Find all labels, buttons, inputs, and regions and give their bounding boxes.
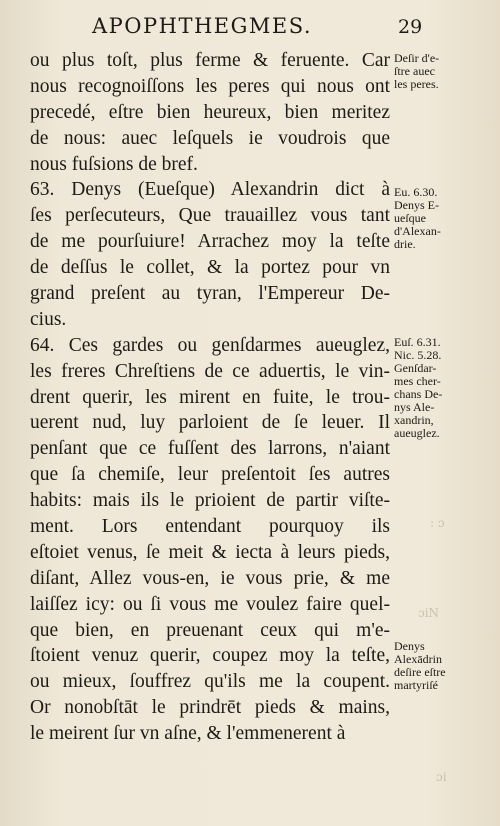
text-line: drent querir, les mirent en fuite, le trou- (30, 386, 390, 408)
margin-note-line: drie. (394, 237, 416, 251)
margin-note-line: chans De- (394, 387, 443, 401)
text-line: nous recognoiſſons les peres qui nous ont (30, 75, 390, 97)
text-line: 63. Denys (Eueſque) Alexandrin dict à (30, 179, 390, 201)
margin-note-line: nys Ale- (394, 400, 435, 414)
page-header (0, 14, 500, 46)
margin-note-line: Genſdar- (394, 361, 437, 375)
text-line: ou mieux, ſouffrez qu'ils me la coupent. (30, 671, 390, 693)
text-line: cius. (30, 308, 67, 330)
text-line: eſtoiet venus, ſe meit & iecta à leurs pieds, (30, 541, 390, 563)
margin-note-line: Deſir d'e- (394, 51, 440, 65)
text-line: uerent nud, luy parloient de ſe leuer. Il (30, 412, 390, 434)
margin-note-line: Euſ. 6.31. (394, 335, 441, 349)
text-line: que bien, en preuenant ceux qui m'e- (30, 619, 390, 641)
text-line: Or nonobſtāt le prindrēt pieds & mains, (30, 697, 390, 719)
margin-note-line: Eu. 6.30. (394, 185, 438, 199)
text-line: diſant, Allez vous-en, ie vous prie, & me (30, 567, 390, 589)
text-line: de me pourſuiure! Arrachez moy la teſte (30, 231, 390, 253)
text-line: penſant que ce fuſſent des larrons, n'aiant (30, 438, 390, 460)
bleed-through-mark: ɔi (436, 770, 447, 784)
text-line: que ſa chemiſe, leur preſentoit ſes autres (30, 464, 390, 486)
text-line: 64. Ces gardes ou genſdarmes aueuglez, (30, 334, 390, 356)
text-line: ſes perſecuteurs, Que trauaillez vous tant (30, 205, 390, 227)
margin-note-line: mes cher- (394, 374, 441, 388)
text-line: les freres Chreſtiens de ce aduertis, le vin- (30, 360, 390, 382)
text-line: nous fuſsions de bref. (30, 153, 198, 175)
margin-note-line: xandrin, (394, 413, 434, 427)
margin-note-line: Denys (394, 639, 425, 653)
main-text-block (30, 48, 390, 747)
margin-note-line: d'Alexan- (394, 224, 441, 238)
margin-note-line: deſire eſtre (394, 665, 446, 679)
page-number: 29 (398, 16, 423, 38)
text-line: ſtoient venuz querir, coupez moy la teſte, (30, 645, 390, 667)
text-line: grand preſent au tyran, l'Empereur De- (30, 283, 390, 305)
text-line: habits: mais ils le prioient de partir viſte- (30, 490, 390, 512)
text-line: laiſſez icy: ou ſi vous me voulez faire quel- (30, 593, 390, 615)
bleed-through-mark: ɔiN (418, 606, 440, 620)
running-head: APOPHTHEGMES. (92, 14, 313, 38)
text-line: de deſſus le collet, & la portez pour vn (30, 257, 390, 279)
margin-note-line: les peres. (394, 77, 439, 91)
text-line: de nous: auec leſquels ie voudrois que (30, 127, 390, 149)
margin-note-line: ueſque (394, 211, 426, 225)
bleed-through-mark: : ɔ (430, 516, 445, 530)
text-line: ou plus toſt, plus ferme & feruente. Car (30, 50, 390, 71)
text-line: le meirent ſur vn aſne, & l'emmenerent à (30, 723, 346, 745)
margin-note-line: ſtre auec (394, 64, 435, 78)
margin-note-line: aueuglez. (394, 426, 440, 440)
margin-note-line: Nic. 5.28. (394, 348, 442, 362)
text-line: ment. Lors entendant pourquoy ils (30, 516, 390, 538)
margin-note-line: Alexādrin (394, 652, 442, 666)
text-line: precedé, eſtre bien heureux, bien meritez (30, 101, 390, 123)
margin-note-line: Denys E- (394, 198, 439, 212)
margin-note-line: martyriſé (394, 678, 438, 692)
